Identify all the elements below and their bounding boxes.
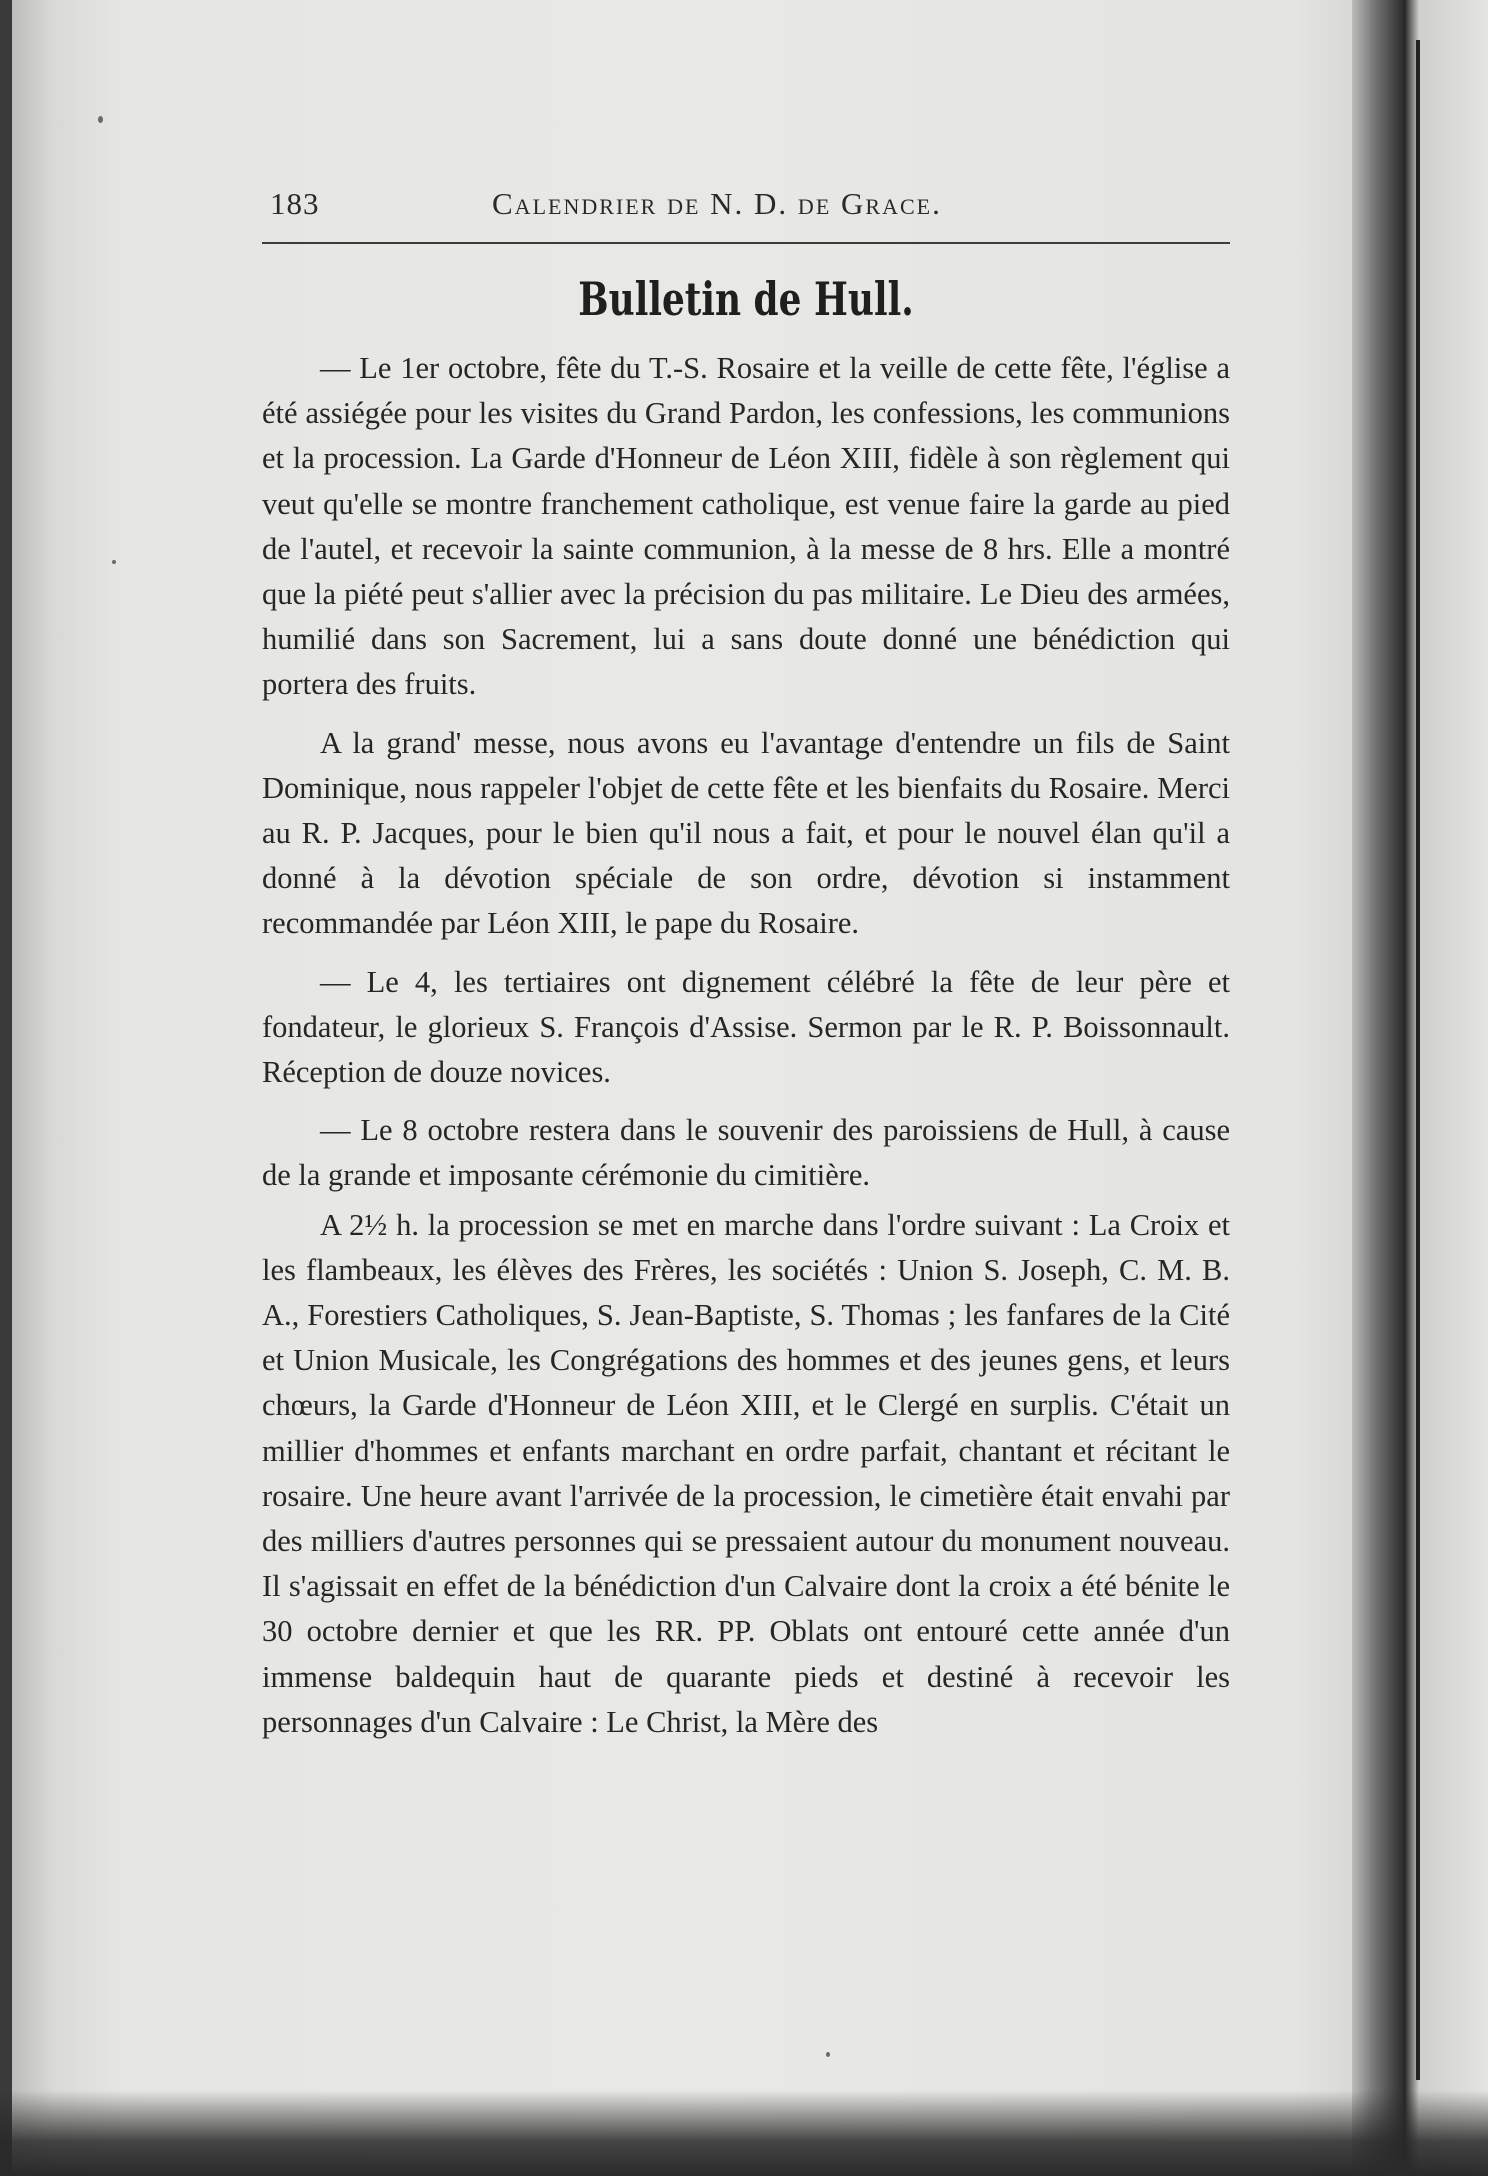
paragraph-rosary-feast: — Le 1er octobre, fête du T.-S. Rosaire et la veille de cette fête, l'église a été assiégée pour les visites du Grand Pardon, les confessions, les communions et la procession. La Garde d'Honneur de Léon XIII, fidèle à son règlement qui veut qu'elle se montre franchement catholique, est venue faire la garde au pied de l'autel, et recevoir la sainte communion, à la messe de 8 hrs. Elle a montré que la piété peut s'allier avec la précision du pas militaire. Le Dieu des armées, humilié dans son Sacrement, lui a sans doute donné une bénédiction qui portera des fruits.	[262, 351, 1230, 702]
page-gutter-shadow	[1352, 0, 1404, 2176]
binding-line	[1416, 40, 1420, 2080]
ink-speck	[112, 560, 116, 564]
paragraph-high-mass: A la grand' messe, nous avons eu l'avantage d'entendre un fils de Saint Dominique, nous rappeler l'objet de cette fête et les bienfaits du Rosaire. Merci au R. P. Jacques, pour le bien qu'il nous a fait, et pour le nouvel élan qu'il a donné à la dévotion spéciale de son ordre, dévotion si instamment recommandée par Léon XIII, le pape du Rosaire.	[262, 725, 1230, 941]
page-number: 183	[270, 186, 320, 221]
article-title: Bulletin de Hull.	[578, 272, 914, 326]
adjacent-page-edge	[1404, 0, 1488, 2176]
header-rule	[262, 242, 1230, 244]
paragraph-procession: A 2½ h. la procession se met en marche dans l'ordre suivant : La Croix et les flambeaux, les élèves des Frères, les sociétés : Union S. Joseph, C. M. B. A., Forestiers Catholiques, S. Jean-Baptiste, S. Thomas ; les fanfares de la Cité et Union Musicale, les Congrégations des hommes et des jeunes gens, et leurs chœurs, la Garde d'Honneur de Léon XIII, et le Clergé en surplis. C'était un millier d'hommes et enfants marchant en ordre parfait, chantant et récitant le rosaire. Une heure avant l'arrivée de la procession, le cimetière était envahi par des milliers d'autres personnes qui se pressaient autour du monument nouveau. Il s'agissait en effet de la bénédiction d'un Calvaire dont la croix a été bénite le 30 octobre dernier et que les RR. PP. Oblats ont entouré cette année d'un immense baldequin haut de quarante pieds et destiné à recevoir les personnages d'un Calvaire : Le Christ, la Mère des	[262, 1207, 1230, 1739]
bottom-edge-shadow	[0, 2090, 1488, 2176]
paragraph-cemetery-ceremony: — Le 8 octobre restera dans le souvenir des paroissiens de Hull, à cause de la grande et imposante cérémonie du cimitière.	[262, 1113, 1230, 1193]
running-head	[270, 186, 1228, 236]
ink-speck	[826, 2052, 830, 2057]
ink-speck	[98, 116, 103, 123]
article-body	[262, 346, 1230, 1745]
running-head-title: Calendrier de N. D. de Grace.	[492, 186, 942, 221]
paragraph-tertiaries: — Le 4, les tertiaires ont dignement célébré la fête de leur père et fondateur, le glorieux S. François d'Assise. Sermon par le R. P. Boissonnault. Réception de douze novices.	[262, 964, 1230, 1090]
